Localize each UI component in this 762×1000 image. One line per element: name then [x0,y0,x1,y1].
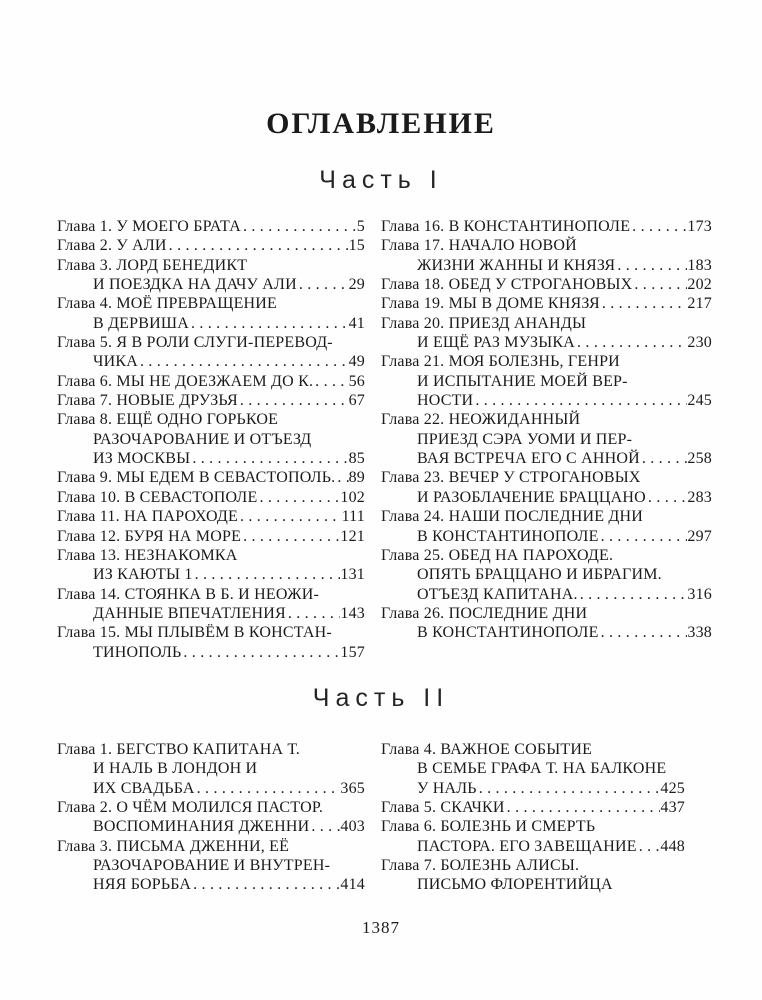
chapter-title-text: Глава 1. БЕГСТВО КАПИТАНА Т. [57,741,300,758]
chapter-page-number: 217 [687,295,712,313]
dot-leader [599,623,688,642]
chapter-title-text: В СЕМЬЕ ГРАФА Т. НА БАЛКОНЕ [417,760,667,778]
chapter-page-number: 245 [687,392,712,410]
chapter-title-text: Глава 4. МОЁ ПРЕВРАЩЕНИЕ [57,295,278,313]
chapter-title-text: Глава 16. В КОНСТАНТИНОПОЛЕ [381,218,631,235]
dot-leader [313,372,348,391]
chapter-page-number: 15 [348,237,365,255]
toc-entry [381,275,712,294]
toc-entry [381,236,712,275]
chapter-title-text: У НАЛЬ [417,779,477,797]
dot-leader [578,585,688,604]
dot-leader [297,275,349,294]
chapter-title-text: В ДЕРВИША [93,314,189,332]
toc-entry-continuation-line [381,527,712,546]
toc-entry [381,798,685,817]
part2-heading: Часть II [312,684,450,712]
toc-entry [381,817,685,856]
chapter-title-text: Глава 2. О ЧЁМ МОЛИЛСЯ ПАСТОР. [57,799,324,817]
chapter-title-text: ПИСЬМО ФЛОРЕНТИЙЦА [417,876,613,894]
toc-entry-first-line [381,740,685,759]
dot-leader [241,217,357,236]
dot-leader [181,643,340,662]
toc-entry-continuation-line [381,488,712,507]
chapter-title-text: Глава 6. БОЛЕЗНЬ И СМЕРТЬ [381,818,596,836]
toc-entry-continuation-line [57,779,365,798]
toc-entry [381,410,712,468]
dot-leader [241,527,340,546]
chapter-title-text: Глава 22. НЕОЖИДАННЫЙ [381,411,581,429]
toc-entry [57,410,365,468]
toc-entry [57,333,365,372]
dot-leader [190,449,348,468]
toc-entry-continuation-line [381,256,712,275]
chapter-title-text: ИЗ КАЮТЫ 1 [93,566,193,584]
toc-entry-first-line [381,217,712,236]
chapter-title-text: ИХ СВАДЬБА [93,779,195,797]
toc-entry [381,468,712,507]
dot-leader [193,565,341,584]
chapter-title-text: Глава 17. НАЧАЛО НОВОЙ [381,237,577,255]
chapter-title-text: Глава 14. СТОЯНКА В Б. И НЕОЖИ- [57,585,319,603]
chapter-title-text: Глава 24. НАШИ ПОСЛЕДНИЕ ДНИ [381,508,644,526]
dot-leader [473,391,687,410]
chapter-title-text: Глава 5. СКАЧКИ [381,799,505,817]
toc-entry [381,352,712,410]
toc-entry-continuation-line [57,643,365,662]
toc-entry-continuation-line [381,779,685,798]
chapter-page-number: 365 [340,779,365,797]
chapter-title-text: РАЗОЧАРОВАНИЕ И ОТЪЕЗД [93,430,312,448]
chapter-page-number: 183 [687,256,712,274]
chapter-page-number: 202 [687,276,712,294]
toc-entry-first-line [381,546,712,565]
dot-leader [477,779,661,798]
dot-leader [630,217,687,236]
chapter-title-text: Глава 8. ЕЩЁ ОДНО ГОРЬКОЕ [57,411,279,429]
toc-entry-first-line [57,236,365,255]
toc-entry-continuation-line [57,314,365,333]
toc-entry-continuation-line [57,604,365,623]
toc-entry-first-line [57,256,365,275]
chapter-title-text: Глава 3. ПИСЬМА ДЖЕННИ, ЕЁ [57,837,290,855]
toc-entry-first-line [57,740,365,759]
chapter-page-number: 85 [348,450,365,468]
dot-leader [189,314,349,333]
chapter-title-text: Глава 5. Я В РОЛИ СЛУГИ-ПЕРЕВОД- [57,334,333,352]
chapter-page-number: 111 [341,508,365,526]
toc-entry [57,236,365,255]
toc-entry-first-line [57,546,365,565]
dot-leader [615,256,687,275]
chapter-title-text: Глава 20. ПРИЕЗД АНАНДЫ [381,314,587,332]
chapter-page-number: 448 [660,837,685,855]
chapter-title-text: Глава 10. В СЕВАСТОПОЛЕ [57,488,258,506]
toc-entry-first-line [381,468,712,487]
chapter-title-text: ВОСПОМИНАНИЯ ДЖЕННИ [93,818,310,836]
toc-entry-continuation-line [381,372,712,391]
chapter-title-text: ОТЪЕЗД КАПИТАНА. [417,585,578,603]
chapter-title-text: Глава 12. БУРЯ НА МОРЕ [57,527,242,545]
toc-entry [57,468,365,487]
toc-entry-first-line [381,507,712,526]
dot-leader [257,488,340,507]
toc-entry-continuation-line [381,430,712,449]
chapter-page-number: 67 [348,392,365,410]
toc-entry-first-line [57,623,365,642]
chapter-page-number: 283 [687,488,712,506]
toc-entry-first-line [381,817,685,836]
chapter-title-text: Глава 4. ВАЖНОЕ СОБЫТИЕ [381,741,593,758]
dot-leader [191,875,340,894]
toc-entry-first-line [57,468,365,487]
chapter-page-number: 143 [340,604,365,622]
chapter-title-text: ЖИЗНИ ЖАННЫ И КНЯЗЯ [417,256,616,274]
toc-entry-first-line [57,410,365,429]
toc-entry-continuation-line [57,449,365,468]
chapter-title-text: В КОНСТАНТИНОПОЛЕ [417,624,599,642]
chapter-page-number: 425 [660,779,685,797]
chapter-page-number: 102 [340,488,365,506]
toc-entry-first-line [57,333,365,352]
toc-entry [57,217,365,236]
chapter-title-text: ДАННЫЕ ВПЕЧАТЛЕНИЯ [93,604,286,622]
chapter-title-text: И ПОЕЗДКА НА ДАЧУ АЛИ [93,276,297,294]
chapter-title-text: Глава 11. НА ПАРОХОДЕ [57,508,238,526]
page-title: ОГЛАВЛЕНИЕ [266,107,496,140]
dot-leader [238,507,342,526]
toc-entry-continuation-line [381,623,712,642]
chapter-page-number: 41 [348,314,365,332]
toc-entry-first-line [57,488,365,507]
dot-leader [646,488,687,507]
toc-entry-first-line [57,837,365,856]
chapter-page-number: 403 [340,818,365,836]
toc-entry-continuation-line [381,875,685,894]
dot-leader [195,779,341,798]
toc-entry-continuation-line [57,856,365,875]
toc-entry-first-line [381,294,712,313]
chapter-title-text: ЧИКА [93,353,138,371]
chapter-page-number: 437 [660,799,685,817]
chapter-title-text: Глава 3. ЛОРД БЕНЕДИКТ [57,256,248,274]
toc-entry [57,837,365,895]
chapter-title-text: ОПЯТЬ БРАЦЦАНО И ИБРАГИМ. [417,566,662,584]
chapter-title-text: И НАЛЬ В ЛОНДОН И [93,760,258,778]
chapter-title-text: Глава 7. БОЛЕЗНЬ АЛИСЫ. [381,857,580,875]
toc-entry-continuation-line [57,817,365,836]
part2-left-column [57,740,365,895]
toc-entry [57,488,365,507]
chapter-title-text: В КОНСТАНТИНОПОЛЕ [417,527,599,545]
chapter-title-text: Глава 1. У МОЕГО БРАТА [57,218,241,235]
dot-leader [335,468,348,487]
chapter-title-text: Глава 25. ОБЕД НА ПАРОХОДЕ. [381,546,614,564]
dot-leader [575,333,687,352]
chapter-title-text: Глава 21. МОЯ БОЛЕЗНЬ, ГЕНРИ [381,353,620,371]
chapter-title-text: РАЗОЧАРОВАНИЕ И ВНУТРЕН- [93,857,331,875]
dot-leader [167,236,349,255]
toc-entry [57,740,365,798]
toc-entry [57,623,365,662]
toc-entry [57,294,365,333]
chapter-page-number: 157 [340,643,365,661]
toc-entry-first-line [381,236,712,255]
dot-leader [505,798,661,817]
chapter-page-number: 258 [687,450,712,468]
chapter-page-number: 131 [340,566,365,584]
toc-entry-first-line [57,391,365,410]
toc-entry-continuation-line [57,565,365,584]
chapter-page-number: 414 [340,876,365,894]
chapter-title-text: Глава 7. НОВЫЕ ДРУЗЬЯ [57,392,238,410]
part1-left-column [57,217,365,662]
chapter-title-text: ПАСТОРА. ЕГО ЗАВЕЩАНИЕ [417,837,637,855]
toc-entry-continuation-line [381,837,685,856]
chapter-title-text: Глава 19. МЫ В ДОМЕ КНЯЗЯ [381,295,600,313]
toc-entry [381,294,712,313]
toc-entry [381,856,685,895]
chapter-page-number: 89 [348,469,365,487]
toc-entry [57,256,365,295]
part1-right-column [381,217,712,643]
toc-entry-continuation-line [381,333,712,352]
toc-entry-continuation-line [381,565,712,584]
chapter-page-number: 338 [687,624,712,642]
toc-entry-continuation-line [57,759,365,778]
toc-entry [381,507,712,546]
dot-leader [309,817,340,836]
part2-toc [57,740,712,910]
toc-entry-first-line [57,798,365,817]
toc-entry-first-line [57,507,365,526]
toc-entry-first-line [57,217,365,236]
toc-entry-first-line [57,585,365,604]
toc-entry-continuation-line [57,275,365,294]
toc-entry [57,507,365,526]
toc-entry [381,740,685,798]
chapter-title-text: НОСТИ [417,392,474,410]
toc-entry [381,217,712,236]
toc-entry [57,372,365,391]
dot-leader [632,275,687,294]
toc-entry-continuation-line [381,585,712,604]
chapter-page-number: 29 [348,276,365,294]
chapter-title-text: Глава 6. МЫ НЕ ДОЕЗЖАЕМ ДО К. [57,372,314,390]
chapter-title-text: Глава 15. МЫ ПЛЫВЁМ В КОНСТАН- [57,624,332,642]
toc-entry-first-line [381,798,685,817]
toc-entry [381,314,712,353]
chapter-page-number: 121 [340,527,365,545]
toc-entry [57,546,365,585]
dot-leader [138,352,349,371]
chapter-title-text: И РАЗОБЛАЧЕНИЕ БРАЦЦАНО [417,488,646,506]
chapter-page-number: 56 [348,372,365,390]
dot-leader [286,604,341,623]
toc-entry [57,527,365,546]
folio-page-number: 1387 [362,918,400,937]
toc-entry [381,604,712,643]
chapter-page-number: 5 [356,218,365,235]
dot-leader [637,837,661,856]
chapter-title-text: Глава 23. ВЕЧЕР У СТРОГАНОВЫХ [381,469,641,487]
dot-leader [599,527,688,546]
toc-entry-first-line [381,352,712,371]
toc-entry-first-line [57,294,365,313]
toc-entry-continuation-line [57,352,365,371]
chapter-page-number: 49 [348,353,365,371]
chapter-title-text: И ЕЩЁ РАЗ МУЗЫКА [417,334,576,352]
part1-toc [57,217,712,672]
toc-entry [57,585,365,624]
chapter-title-text: Глава 18. ОБЕД У СТРОГАНОВЫХ [381,276,633,294]
part2-right-column [381,740,685,895]
chapter-title-text: НЯЯ БОРЬБА [93,876,192,894]
toc-entry-continuation-line [57,430,365,449]
dot-leader [238,391,349,410]
chapter-page-number: 297 [687,527,712,545]
chapter-title-text: ТИНОПОЛЬ [93,643,182,661]
chapter-title-text: ИЗ МОСКВЫ [93,450,191,468]
chapter-page-number: 230 [687,334,712,352]
toc-entry-first-line [381,856,685,875]
toc-entry-first-line [57,527,365,546]
part1-heading: Часть I [319,166,443,194]
toc-entry-first-line [381,314,712,333]
chapter-title-text: Глава 2. У АЛИ [57,237,167,255]
toc-entry [381,546,712,604]
toc-entry-continuation-line [381,449,712,468]
chapter-title-text: Глава 26. ПОСЛЕДНИЕ ДНИ [381,604,588,622]
toc-entry-first-line [57,372,365,391]
toc-entry [57,391,365,410]
toc-entry-first-line [381,410,712,429]
chapter-page-number: 173 [687,218,712,235]
toc-entry [57,798,365,837]
chapter-title-text: ПРИЕЗД СЭРА УОМИ И ПЕР- [417,430,633,448]
toc-entry-continuation-line [57,875,365,894]
chapter-title-text: И ИСПЫТАНИЕ МОЕЙ ВЕР- [417,372,628,390]
toc-entry-first-line [381,275,712,294]
dot-leader [600,294,688,313]
toc-entry-continuation-line [381,391,712,410]
dot-leader [640,449,688,468]
toc-entry-continuation-line [381,759,685,778]
chapter-title-text: Глава 13. НЕЗНАКОМКА [57,546,238,564]
chapter-title-text: ВАЯ ВСТРЕЧА ЕГО С АННОЙ [417,450,640,468]
toc-entry-first-line [381,604,712,623]
chapter-title-text: Глава 9. МЫ ЕДЕМ В СЕВАСТОПОЛЬ. [57,469,336,487]
chapter-page-number: 316 [687,585,712,603]
